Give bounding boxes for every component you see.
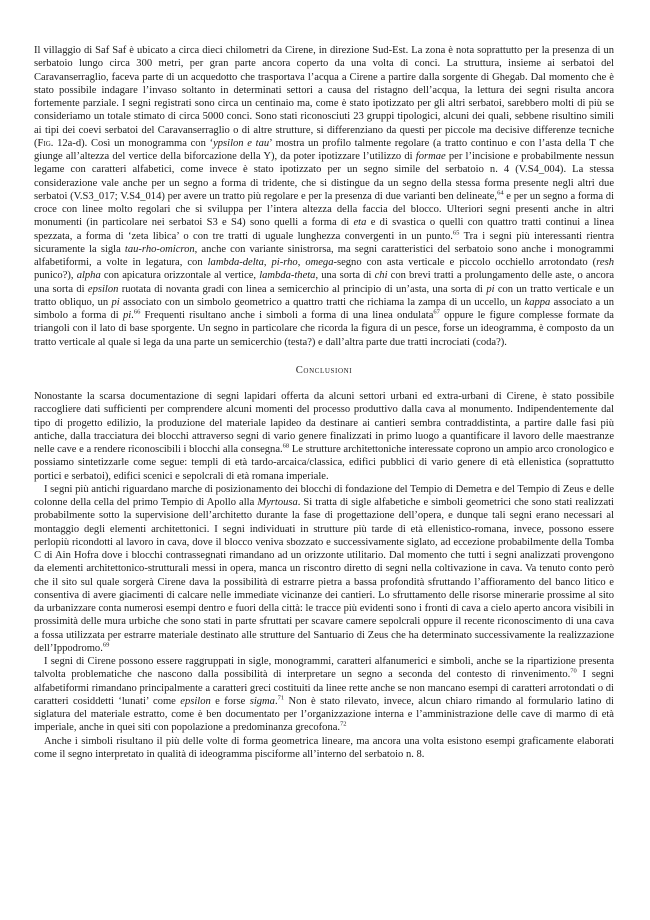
text-run: I segni alfabetiformi rimandano principalmente a caratteri greci costituiti da linee rette anche se non mancano esempi di caratteri arrotondati o di caratteri cosiddetti ‘lunati’ come: [34, 669, 614, 707]
footnote-ref: 67: [433, 308, 440, 316]
intro-paragraph: [34, 44, 614, 349]
italic-term: resh: [596, 257, 614, 268]
text-run: associato con un simbolo geometrico a quattro tratti che richiama la zampa di un uccello, un: [119, 296, 525, 308]
text-run: I segni più antichi riguardano marche di posizionamento dei blocchi di fondazione del Tempio di Demetra e del Tempio di Zeus e delle colonne della cella del primo Tempio di Apollo alla: [34, 483, 614, 508]
italic-term: lambda-delta: [207, 257, 264, 268]
page-body: [34, 44, 614, 761]
italic-term: pi: [111, 296, 120, 308]
footnote-ref: 72: [340, 720, 347, 728]
footnote-ref: 66: [133, 308, 141, 316]
italic-term: chi: [374, 270, 388, 282]
text-run: con brevi tratti a prolungamento delle aste, o ancora una sorta di: [34, 270, 615, 295]
italic-term: pi: [122, 310, 132, 321]
footnote-ref: 71: [277, 694, 285, 702]
conclusion-paragraph-2: [34, 483, 614, 655]
text-run: Le strutture architettoniche interessate coprono un ampio arco cronologico e possiamo sintetizzarle come segue: templi di età tardo-arcaica/classica, edifici pubblici di vario genere di età ellenistica (soprattutto portici e serbatoi), edifici scenici e sepolcrali di età romana imperiale.: [34, 444, 614, 482]
section-heading: Conclusioni: [295, 364, 353, 376]
italic-term: alpha: [76, 270, 101, 282]
italic-term: pi-rho: [271, 257, 298, 268]
text-run: associato a un simbolo a forma di: [34, 296, 614, 321]
text-run: , una sorta di: [315, 270, 375, 282]
text-run: . 12a-d). Così un monogramma con ‘: [50, 137, 214, 149]
text-run: oppure le figure complesse formate da triangoli con il lato di base sporgente. Un segno in particolare che ricorda la figura di un pesce, forse un ideogramma, è composto da un tratto verticale al quale si lega da una parte un semicerchio (testa?) e dall’altra parte due tratti incrociati (coda?).: [34, 310, 614, 348]
text-run: Anche i simboli risultano il più delle volte di forma geometrica lineare, ma ancora una volta esistono esempi graficamente elaborati come il segno interpretato in qualità di ideogramma pisciforme all’interno del serbatoio n. 8.: [34, 735, 614, 760]
text-run: e per un segno a forma di croce con linee molto regolari che si sviluppa per l’intera altezza della faccia del blocco. Ulteriori segni presenti anche in altri monumenti (in particolare nei serbatoi S3 e S4) sono quelli a forma di: [34, 190, 614, 229]
text-run: con apicatura orizzontale al vertice,: [100, 270, 260, 282]
text-run: per l’incisione e probabilmente nessun legame con caratteri alfabetici, come invece è stato ipotizzato per un segno simile del serbatoio n. 4 (V.S4_004). La stessa considerazione vale anche per un segno a forma di tridente, che si distingue da un segno della stessa forma presente negli altri due serbatoi (V.S3_017; V.S4_014) per avere un tratto più regolare e per la presenza di due varianti ben delineate,: [34, 151, 614, 202]
italic-term: Myrtousa: [257, 497, 298, 508]
text-run: -segno con asta verticale e piccolo occhiello arrotondato (: [333, 257, 597, 268]
text-run: ruotata di novanta gradi con linea a semicerchio al principio di un’asta, una sorta di: [118, 283, 487, 295]
text-run: I segni di Cirene possono essere raggruppati in sigle, monogrammi, caratteri alfanumerici e simboli, anche se la ripartizione presenta talvolta problematiche che nascono dalla possibilità di interpretare un segno a seconda del contesto di rinvenimento.: [34, 656, 614, 681]
text-run: Frequenti risultano anche i simboli a forma di una linea ondulata: [140, 310, 434, 321]
text-run: .: [274, 695, 278, 707]
text-run: e di svastica o quelli con quattro tratti continui a linea spezzata, a forma di ‘zeta libica’ o con tre tratti di uguale lunghezza convergenti in un punto.: [34, 217, 615, 242]
italic-term: ypsilon e tau: [213, 137, 270, 149]
figure-ref: Fig: [37, 137, 51, 149]
footnote-ref: 64: [497, 189, 504, 197]
italic-term: formae: [415, 151, 446, 162]
italic-term: kappa: [524, 296, 551, 308]
italic-term: eta: [353, 217, 367, 229]
text-run: . Si tratta di sigle alfabetiche e simboli geometrici che sono stati realizzati probabilmente sotto la supervisione dell’architetto durante la fase di progettazione dell’opera, e dunque tali segni erano necessari al montaggio degli elementi architettonici. I segni individuati in strutture più tarde di età ellenistico-romana, invece, possono essere perlopiù ricondotti al lavoro in cava, dove il blocco veniva sbozzato e successivamente siglato, ad eccezione probabilmente della Tomba C di Ain Hofra dove i blocchi contrassegnati rimandano ad un orizzonte utilitario. Dal momento che tutti i segni analizzati provengono da elementi architettonico-strutturali messi in opera, manca un riscontro diretto di segni nella coltivazione in cava. Va tenuto conto però che il sito sul quale sorgerà Cirene dava la possibilità di estrarre pietra a bassa profondità sfruttando l’affioramento del banco litico e consentiva di avere giacimenti di calcare nelle immediate vicinanze dei cantieri. Lo sfruttamento delle risorse minerarie prossime al sito da urbanizzare conta numerosi esempi dentro e fuori della città: le tracce più evidenti sono i fronti di cava a cielo aperto ancora visibili in prossimità delle mura urbiche che sono stati in parte sfruttati per scavare camere sepolcrali oppure il recente riconoscimento di una cava a fossa utilizzata per estrarre materiale destinato alle strutture del Santuario di Zeus che ha determinato successivamente la realizzazione dell’Ippodromo.: [34, 497, 614, 654]
footnote-ref: 69: [102, 641, 110, 649]
footnote-ref: 65: [452, 228, 460, 236]
italic-term: sigma: [249, 695, 275, 707]
conclusion-paragraph-3: [34, 655, 614, 735]
text-run: ,: [263, 257, 272, 268]
text-run: Nonostante la scarsa documentazione di segni lapidari offerta da alcuni settori urbani ed extra-urbani di Cirene, è stato possibile raccogliere dati sufficienti per comprendere alcuni momenti del processo produttivo dalla cava al monumento. Indipendentemente dal tipo di progetto edilizio, la produzione del materiale lapideo da destinare ai cantieri sembra contraddistinta, a partire dalle fasi più antiche, dalla tracciatura dei blocchi attraverso segni di vario genere finalizzati in primo luogo a quantificare il lavoro delle maestranze nelle cave e a rendere riconoscibili i blocchi alla consegna.: [34, 391, 614, 455]
footnote-ref: 70: [570, 667, 577, 675]
text-run: , anche con variante sinistrorsa, ma segni caratteristici del serbatoio sono anche i monogrammi alfabetiformi, a volte in legatura, con: [34, 243, 614, 268]
italic-term: omega: [305, 257, 334, 268]
italic-term: lambda-theta: [259, 270, 316, 282]
text-run: ’ mostra un profilo talmente regolare (a tratto continuo e con l’asta della T che giunge all’altezza del vertice della biforcazione della Y), da poter ipotizzare l’utilizzo di: [34, 137, 614, 162]
conclusion-paragraph-4: [34, 735, 614, 762]
italic-term: tau-rho-omicron: [124, 243, 195, 255]
italic-term: pi: [486, 283, 495, 295]
text-run: con un tratto verticale e un tratto obliquo, un: [34, 283, 615, 308]
text-run: Tra i segni più interessanti rientra sicuramente la sigla: [34, 230, 614, 255]
text-run: punico?),: [34, 270, 77, 282]
italic-term: epsilon: [180, 695, 211, 707]
text-run: Non è stato rilevato, invece, alcun chiaro rimando al formulario latino di siglatura del materiale estratto, come è ben documentato per l’organizzazione interna e l’amministrazione delle cave di marmo di età imperiale, anche in quei siti con popolazione a predominanza grecofona.: [34, 695, 614, 734]
text-run: e forse: [210, 695, 250, 707]
text-run: ,: [297, 257, 306, 268]
italic-term: epsilon: [87, 283, 119, 295]
footnote-ref: 68: [282, 442, 290, 450]
text-run: .: [131, 310, 134, 321]
text-run: Il villaggio di Saf Saf è ubicato a circa dieci chilometri da Cirene, in direzione Sud-Est. La zona è nota soprattutto per la presenza di un serbatoio lungo circa 300 metri, per gran parte ancora coperto da una volta di conci. La struttura, insieme ai serbatoi del Caravanserraglio, faceva parte di un acquedotto che trasportava l’acqua a Cirene a partire dalla sorgente di Ghegab. Dal momento che è stato possibile indagare l’invaso soltanto in determinati settori a causa del ristagno dell’acqua, la lettura dei segni risulta ancora fortemente parziale. I segni registrati sono circa un centinaio ma, come è stato ipotizzato per gli altri serbatoi, sarebbero molti di più se consideriamo un totale stimato di circa 5000 conci. Sono stati riconosciuti 23 gruppi tipologici, alcuni dei quali, sebbene risultino simili ai tipi dei coevi serbatoi del Caravanserraglio o di altre strutture, si differenziano da questi per piccole ma decisive differenze tecniche (: [34, 45, 614, 149]
conclusion-paragraph-1: [34, 390, 614, 483]
